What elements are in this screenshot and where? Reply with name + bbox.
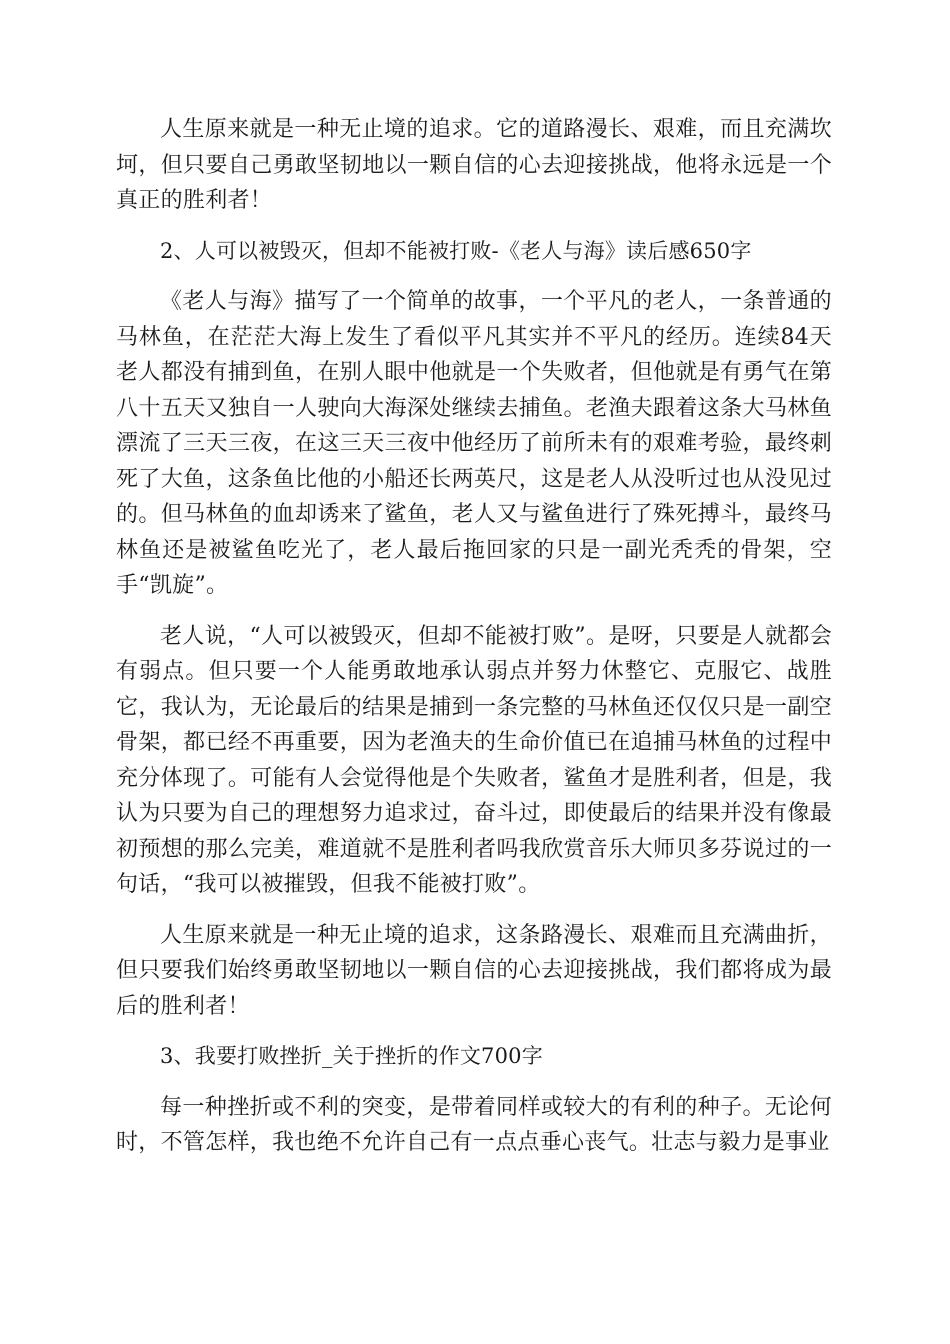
paragraph-conclusion-1: 人生原来就是一种无止境的追求。它的道路漫长、艰难，而且充满坎坷，但只要自己勇敢坚韧地以一颗自信的心去迎接挑战，他将永远是一个真正的胜利者！ <box>116 117 832 213</box>
paragraph-story-summary: 《老人与海》描写了一个简单的故事，一个平凡的老人，一条普通的马林鱼，在茫茫大海上发生了看似平凡其实并不平凡的经历。连续84天老人都没有捕到鱼，在别人眼中他就是一个失败者，但他就是有勇气在第八十五天又独自一人驶向大海深处继续去捕鱼。老渔夫跟着这条大马林鱼漂流了三天三夜，在这三天三夜中他经历了前所未有的艰难考验，最终刺死了大鱼，这条鱼比他的小船还长两英尺，这是老人从没听过也从没见过的。但马林鱼的血却诱来了鲨鱼，老人又与鲨鱼进行了殊死搏斗，最终马林鱼还是被鲨鱼吃光了，老人最后拖回家的只是一副光秃秃的骨架，空手“凯旋”。 <box>116 289 832 598</box>
paragraph-frustration-intro: 每一种挫折或不利的突变，是带着同样或较大的有利的种子。无论何时，不管怎样，我也绝不允许自己有一点点垂心丧气。壮志与毅力是事业 <box>116 1094 832 1155</box>
section-heading-2: 2、人可以被毁灭，但却不能被打败-《老人与海》读后感650字 <box>160 238 752 263</box>
paragraph-conclusion-2: 人生原来就是一种无止境的追求，这条路漫长、艰难而且充满曲折，但只要我们始终勇敢坚韧地以一颗自信的心去迎接挑战，我们都将成为最后的胜利者！ <box>116 922 832 1019</box>
paragraph-reflection: 老人说，“人可以被毁灭，但却不能被打败”。是呀，只要是人就都会有弱点。但只要一个人能勇敢地承认弱点并努力休整它、克服它、战胜它，我认为，无论最后的结果是捕到一条完整的马林鱼还仅仅只是一副空骨架，都已经不再重要，因为老渔夫的生命价值已在追捕马林鱼的过程中充分体现了。可能有人会觉得他是个失败者，鲨鱼才是胜利者，但是，我认为只要为自己的理想努力追求过，奋斗过，即使最后的结果并没有像最初预想的那么完美，难道就不是胜利者吗我欣赏音乐大师贝多芬说过的一句话，“我可以被摧毁，但我不能被打败”。 <box>116 623 832 897</box>
document-page <box>116 112 832 1161</box>
section-heading-3: 3、我要打败挫折_关于挫折的作文700字 <box>160 1044 543 1068</box>
